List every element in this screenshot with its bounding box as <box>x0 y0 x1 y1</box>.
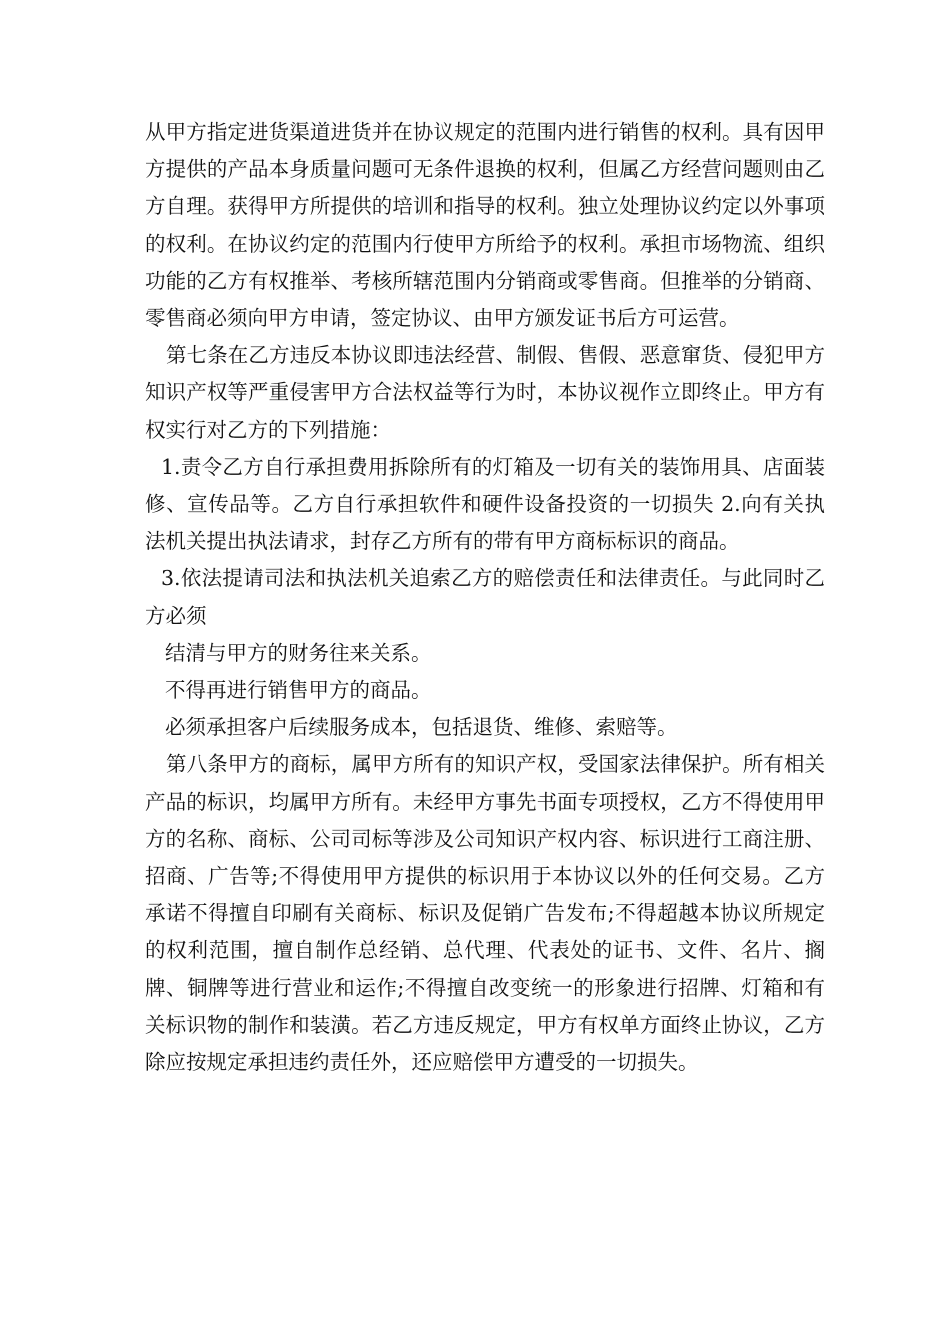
paragraph-rights: 从甲方指定进货渠道进货并在协议规定的范围内进行销售的权利。具有因甲方提供的产品本身质量问题可无条件退换的权利，但属乙方经营问题则由乙方自理。获得甲方所提供的培训和指导的权利。独立处理协议约定以外事项的权利。在协议约定的范围内行使甲方所给予的权利。承担市场物流、组织功能的乙方有权推举、考核所辖范围内分销商或零售商。但推举的分销商、零售商必须向甲方申请，签定协议、由甲方颁发证书后方可运营。 <box>145 120 825 331</box>
paragraph-settle-finance: 结清与甲方的财务往来关系。 <box>165 640 432 665</box>
paragraph-no-sales: 不得再进行销售甲方的商品。 <box>165 678 432 703</box>
paragraph-item-3: 3.依法提请司法和执法机关追索乙方的赔偿责任和法律责任。与此同时乙方必须 <box>145 566 825 628</box>
paragraph-item-1-2: 1.责令乙方自行承担费用拆除所有的灯箱及一切有关的装饰用具、店面装修、宣传品等。乙方自行承担软件和硬件设备投资的一切损失 2.向有关执法机关提出执法请求，封存乙方所有的带有甲方商标标识的商品。 <box>145 454 825 554</box>
paragraph-article-8: 第八条甲方的商标，属甲方所有的知识产权，受国家法律保护。所有相关产品的标识，均属甲方所有。未经甲方事先书面专项授权，乙方不得使用甲方的名称、商标、公司司标等涉及公司知识产权内容、标识进行工商注册、招商、广告等;不得使用甲方提供的标识用于本协议以外的任何交易。乙方承诺不得擅自印刷有关商标、标识及促销广告发布;不得超越本协议所规定的权利范围，擅自制作总经销、总代理、代表处的证书、文件、名片、搁牌、铜牌等进行营业和运作;不得擅自改变统一的形象进行招牌、灯箱和有关标识物的制作和装潢。若乙方违反规定，甲方有权单方面终止协议，乙方除应按规定承担违约责任外，还应赔偿甲方遭受的一切损失。 <box>145 752 825 1075</box>
paragraph-article-7: 第七条在乙方违反本协议即违法经营、制假、售假、恶意窜货、侵犯甲方知识产权等严重侵害甲方合法权益等行为时，本协议视作立即终止。甲方有权实行对乙方的下列措施： <box>145 343 825 442</box>
document-body <box>145 114 825 1081</box>
paragraph-service-cost: 必须承担客户后续服务成本，包括退货、维修、索赔等。 <box>165 715 678 740</box>
